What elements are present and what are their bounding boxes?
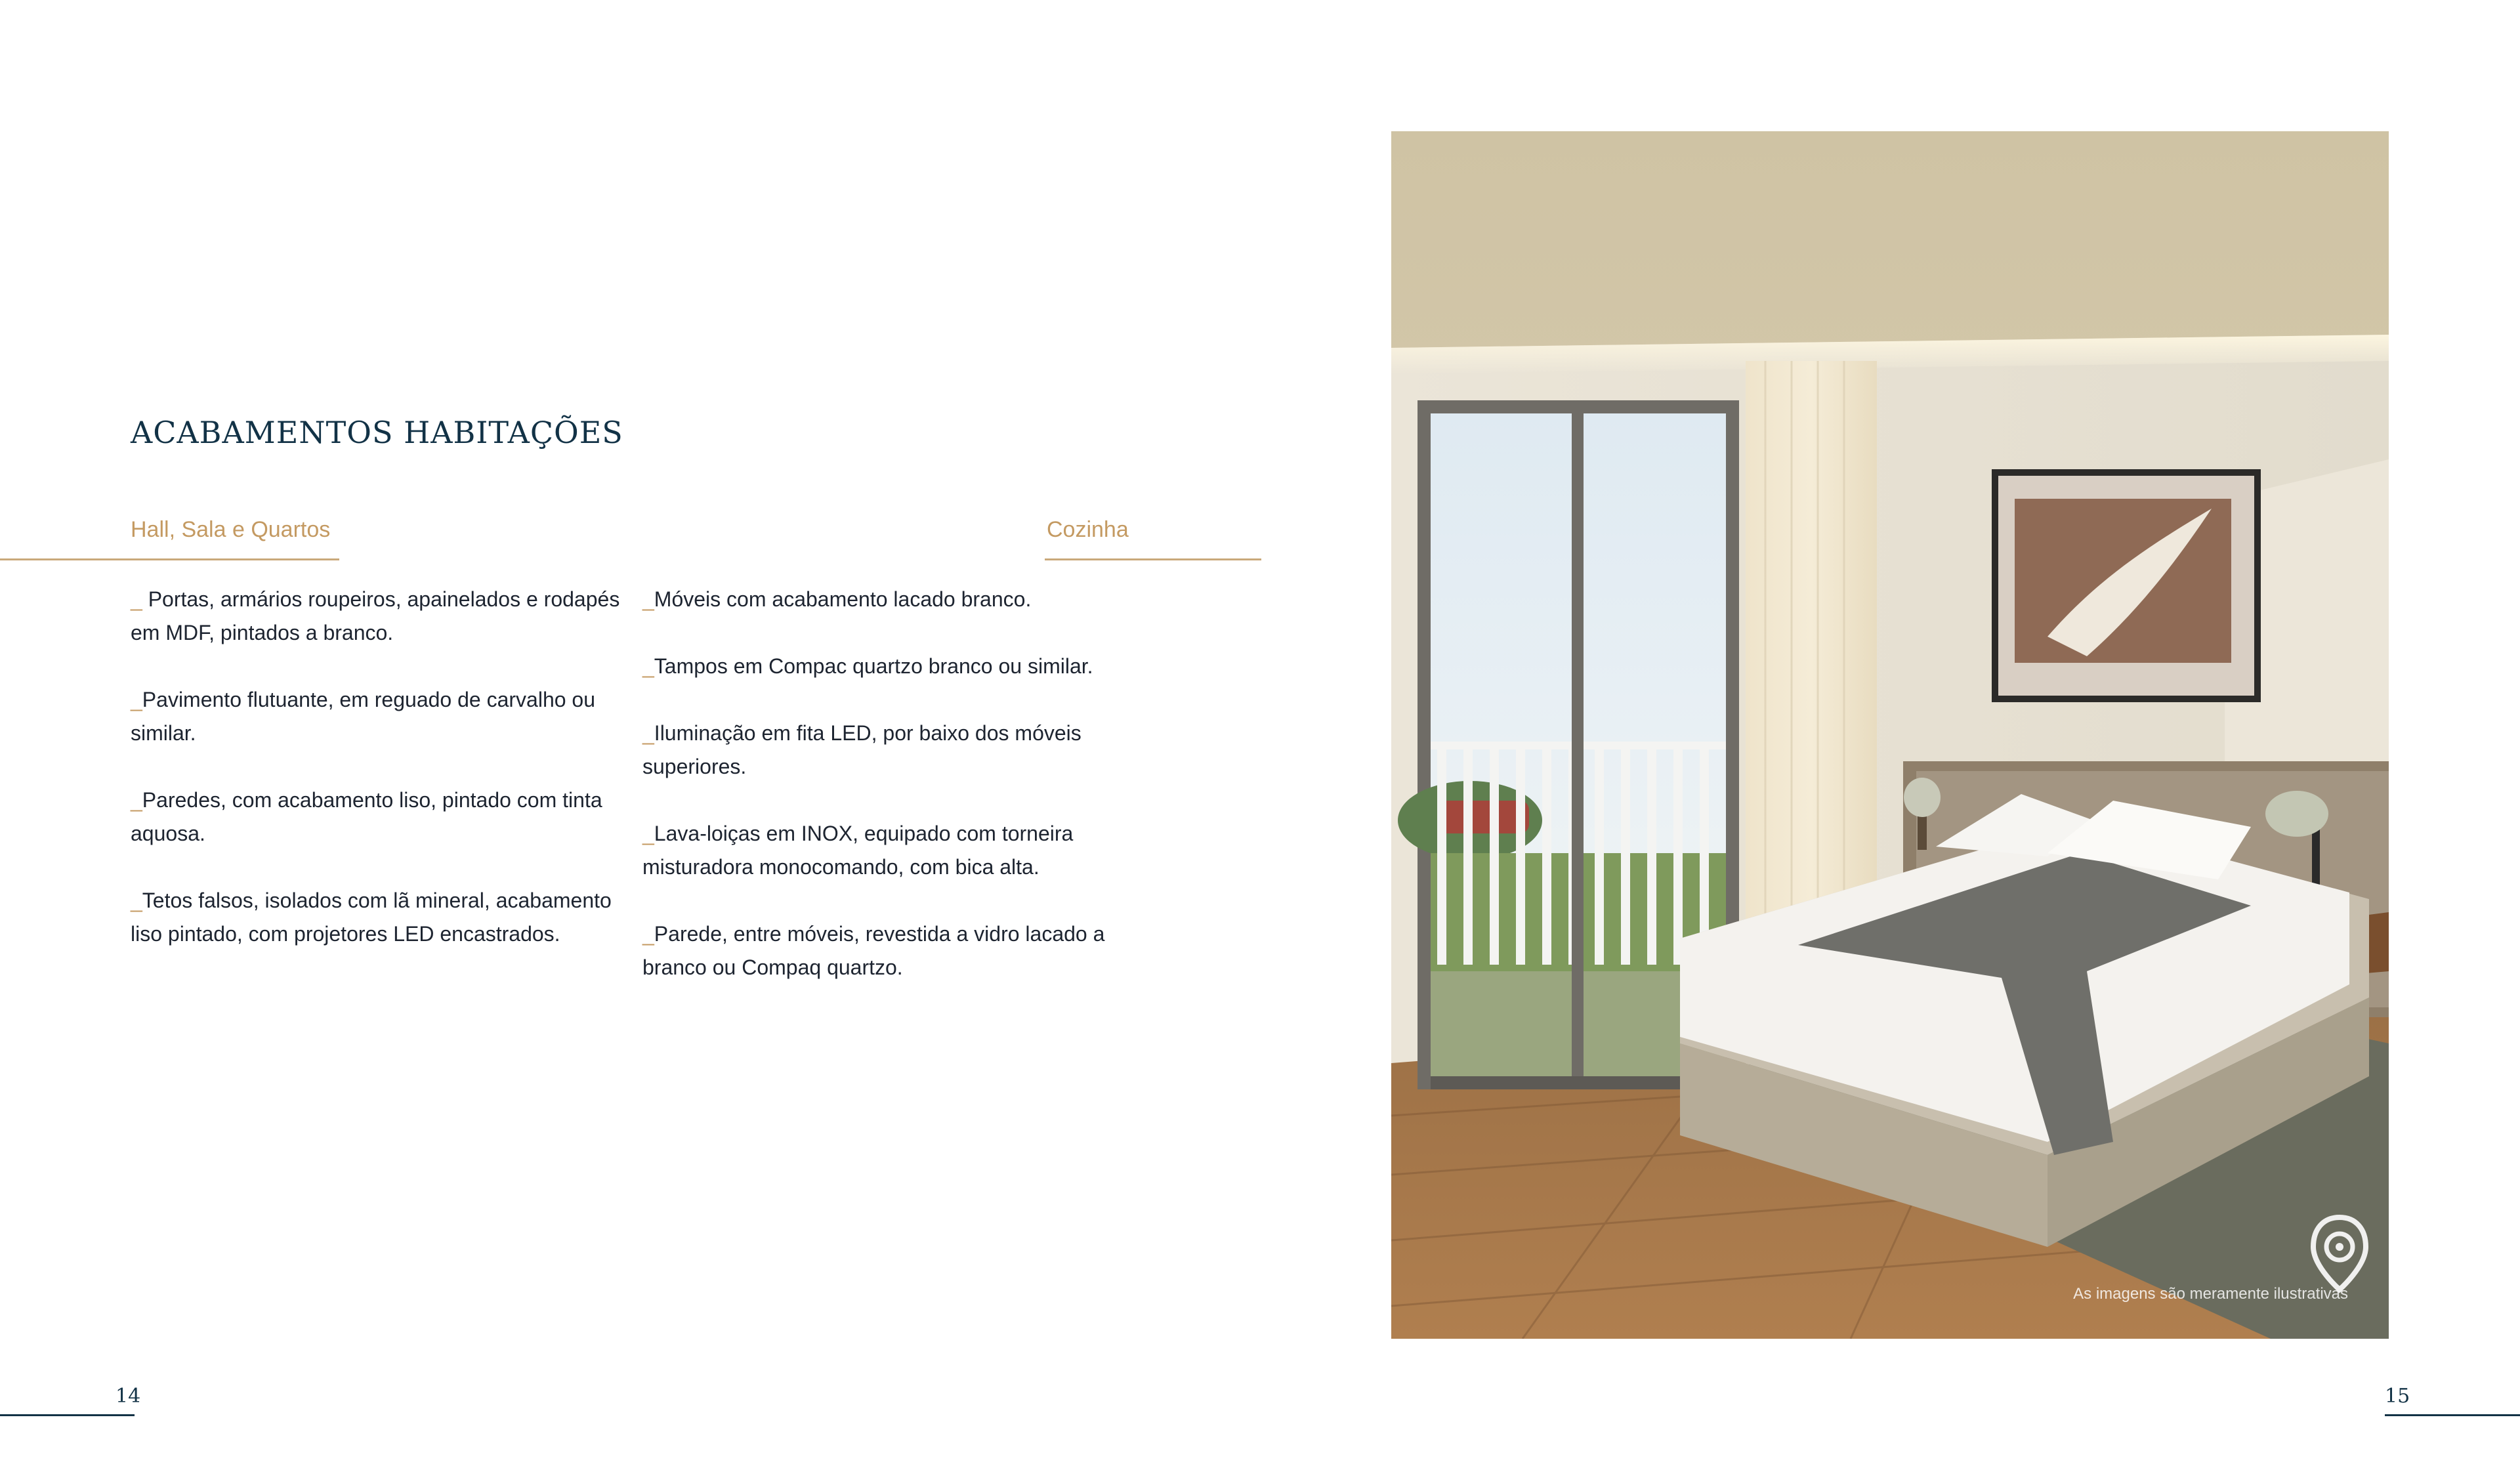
cozinha-items-list	[642, 583, 1128, 1018]
list-item-text: Parede, entre móveis, revestida a vidro lacado a branco ou Compaq quartzo.	[642, 922, 1105, 979]
bullet-dash: _	[642, 822, 654, 845]
list-item-text: Pavimento flutuante, em reguado de carvalho ou similar.	[131, 688, 596, 745]
bullet-dash: _	[642, 721, 654, 745]
section-heading-hall: Hall, Sala e Quartos	[131, 517, 331, 542]
bullet-dash: _	[642, 587, 654, 611]
hall-items-list	[131, 583, 629, 984]
list-item-text: Portas, armários roupeiros, apainelados e rodapés em MDF, pintados a branco.	[131, 587, 620, 644]
page-title: ACABAMENTOS HABITAÇÕES	[131, 415, 623, 450]
list-item	[642, 583, 1128, 616]
list-item	[642, 650, 1128, 683]
list-item	[131, 683, 629, 750]
section-heading-cozinha: Cozinha	[1047, 517, 1129, 542]
bullet-dash: _	[642, 922, 654, 946]
list-item-text: Lava-loiças em INOX, equipado com torneira misturadora monocomando, com bica alta.	[642, 822, 1074, 879]
page-rule-right	[2385, 1414, 2520, 1416]
list-item-text: Móveis com acabamento lacado branco.	[654, 587, 1032, 611]
list-item-text: Iluminação em fita LED, por baixo dos móveis superiores.	[642, 721, 1082, 778]
list-item	[131, 884, 629, 951]
bullet-dash: _	[131, 587, 148, 611]
page-number-right: 15	[2385, 1385, 2410, 1408]
list-item	[642, 817, 1128, 884]
list-item	[131, 583, 629, 650]
bullet-dash: _	[131, 688, 142, 711]
page-rule-left	[0, 1414, 135, 1416]
bullet-dash: _	[131, 788, 142, 812]
section-rule-hall	[0, 558, 339, 560]
list-item-text: Tampos em Compac quartzo branco ou similar.	[654, 654, 1093, 678]
list-item	[642, 917, 1128, 984]
list-item-text: Tetos falsos, isolados com lã mineral, acabamento liso pintado, com projetores LED encastrados.	[131, 889, 612, 946]
page-number-left: 14	[116, 1385, 141, 1408]
list-item	[642, 717, 1128, 784]
section-rule-cozinha	[1045, 558, 1261, 560]
bullet-dash: _	[131, 889, 142, 912]
image-caption: As imagens são meramente ilustrativas	[2073, 1285, 2348, 1303]
bedroom-photo	[1391, 131, 2389, 1339]
list-item	[131, 784, 629, 850]
bullet-dash: _	[642, 654, 654, 678]
list-item-text: Paredes, com acabamento liso, pintado com tinta aquosa.	[131, 788, 602, 845]
